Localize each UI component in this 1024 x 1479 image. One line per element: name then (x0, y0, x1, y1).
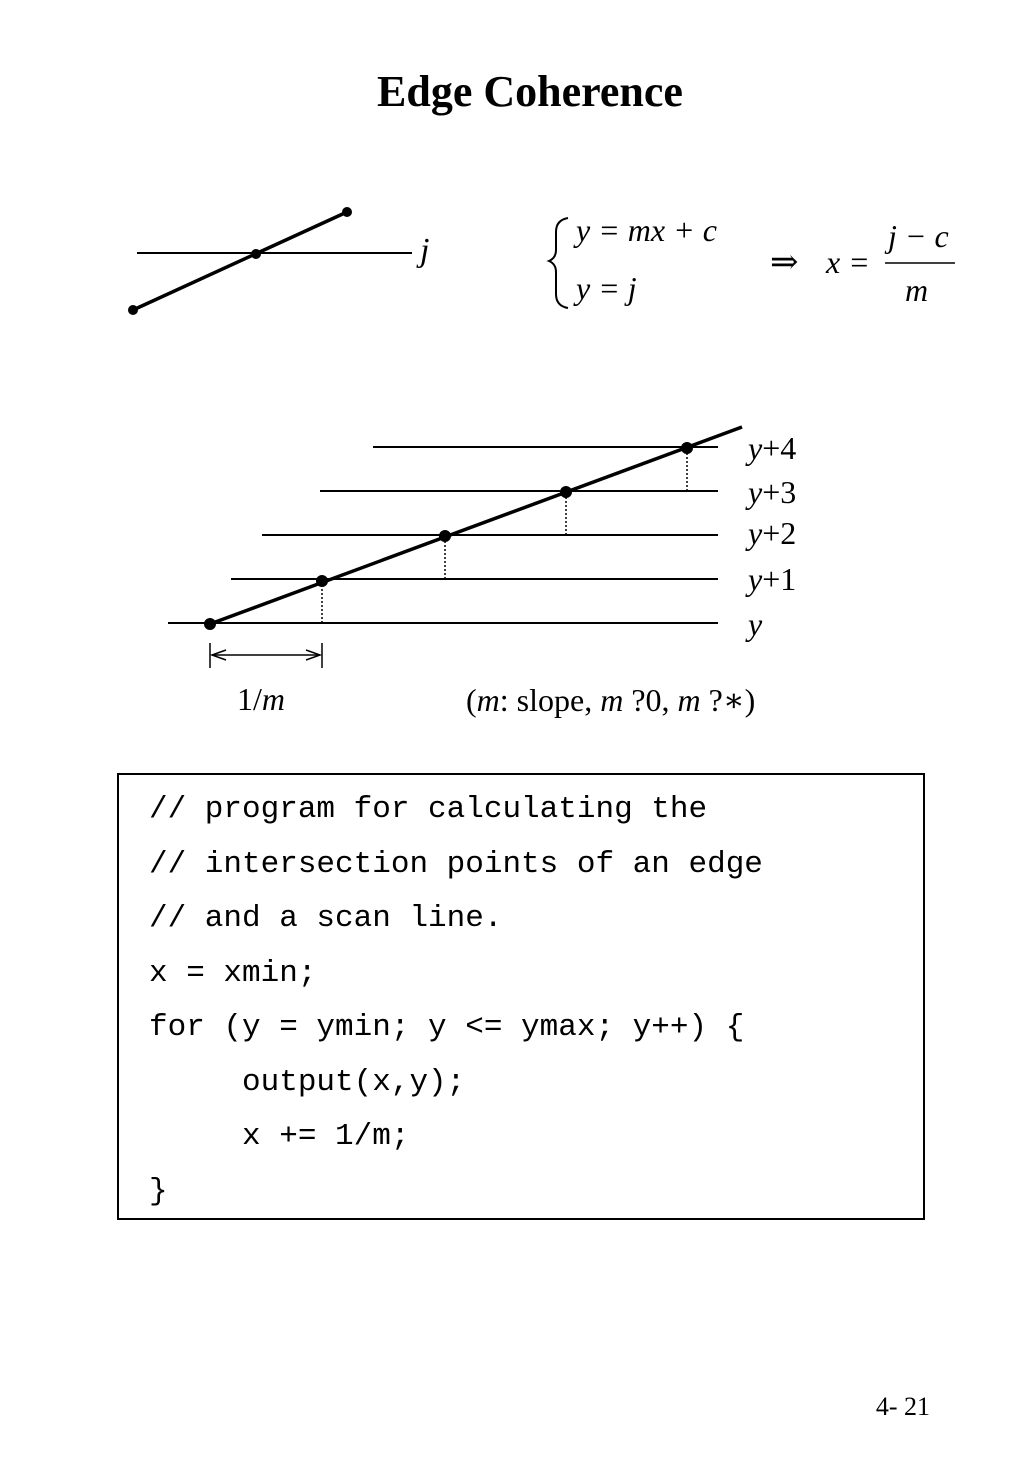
code-line: x = xmin; (149, 956, 317, 991)
intersection-point (560, 486, 572, 498)
intersection-point (204, 618, 216, 630)
code-line: output(x,y); (149, 1065, 466, 1100)
intersection-point (316, 575, 328, 587)
code-line: x += 1/m; (149, 1119, 410, 1154)
code-line: // program for calculating the (149, 792, 708, 827)
fraction-denominator: m (905, 272, 929, 308)
intersection-point (439, 530, 451, 542)
page-title: Edge Coherence (377, 67, 683, 116)
code-line: // intersection points of an edge (149, 847, 763, 882)
slope-note: (m: slope, m ?0, m ?∗) (466, 682, 756, 718)
scanline-label: y+1 (748, 561, 797, 597)
fraction-numerator: j − c (888, 218, 949, 254)
intersection-point (681, 442, 693, 454)
scanline-label: y+3 (748, 474, 797, 510)
implies-symbol: ⇒ (770, 244, 799, 281)
scanline-label: y+4 (748, 430, 797, 466)
equation-line-2: y = j (576, 270, 637, 306)
intersection-point (251, 249, 261, 259)
x-equals: x = (826, 244, 870, 280)
code-line: } (149, 1174, 168, 1209)
scanline-label: y+2 (748, 515, 797, 551)
scanline-label: y (748, 606, 763, 642)
scanline-j-label: j (420, 232, 430, 269)
edge-line-2 (210, 427, 742, 624)
edge-line-1 (133, 212, 347, 310)
code-line: // and a scan line. (149, 901, 503, 936)
step-label: 1/m (237, 681, 285, 717)
edge-endpoint (128, 305, 138, 315)
system-brace (549, 218, 568, 308)
edge-endpoint (342, 207, 352, 217)
equation-line-1: y = mx + c (576, 212, 717, 248)
code-line: for (y = ymin; y <= ymax; y++) { (149, 1010, 745, 1045)
page-number: 4- 21 (875, 1392, 930, 1421)
code-block (117, 773, 925, 1220)
